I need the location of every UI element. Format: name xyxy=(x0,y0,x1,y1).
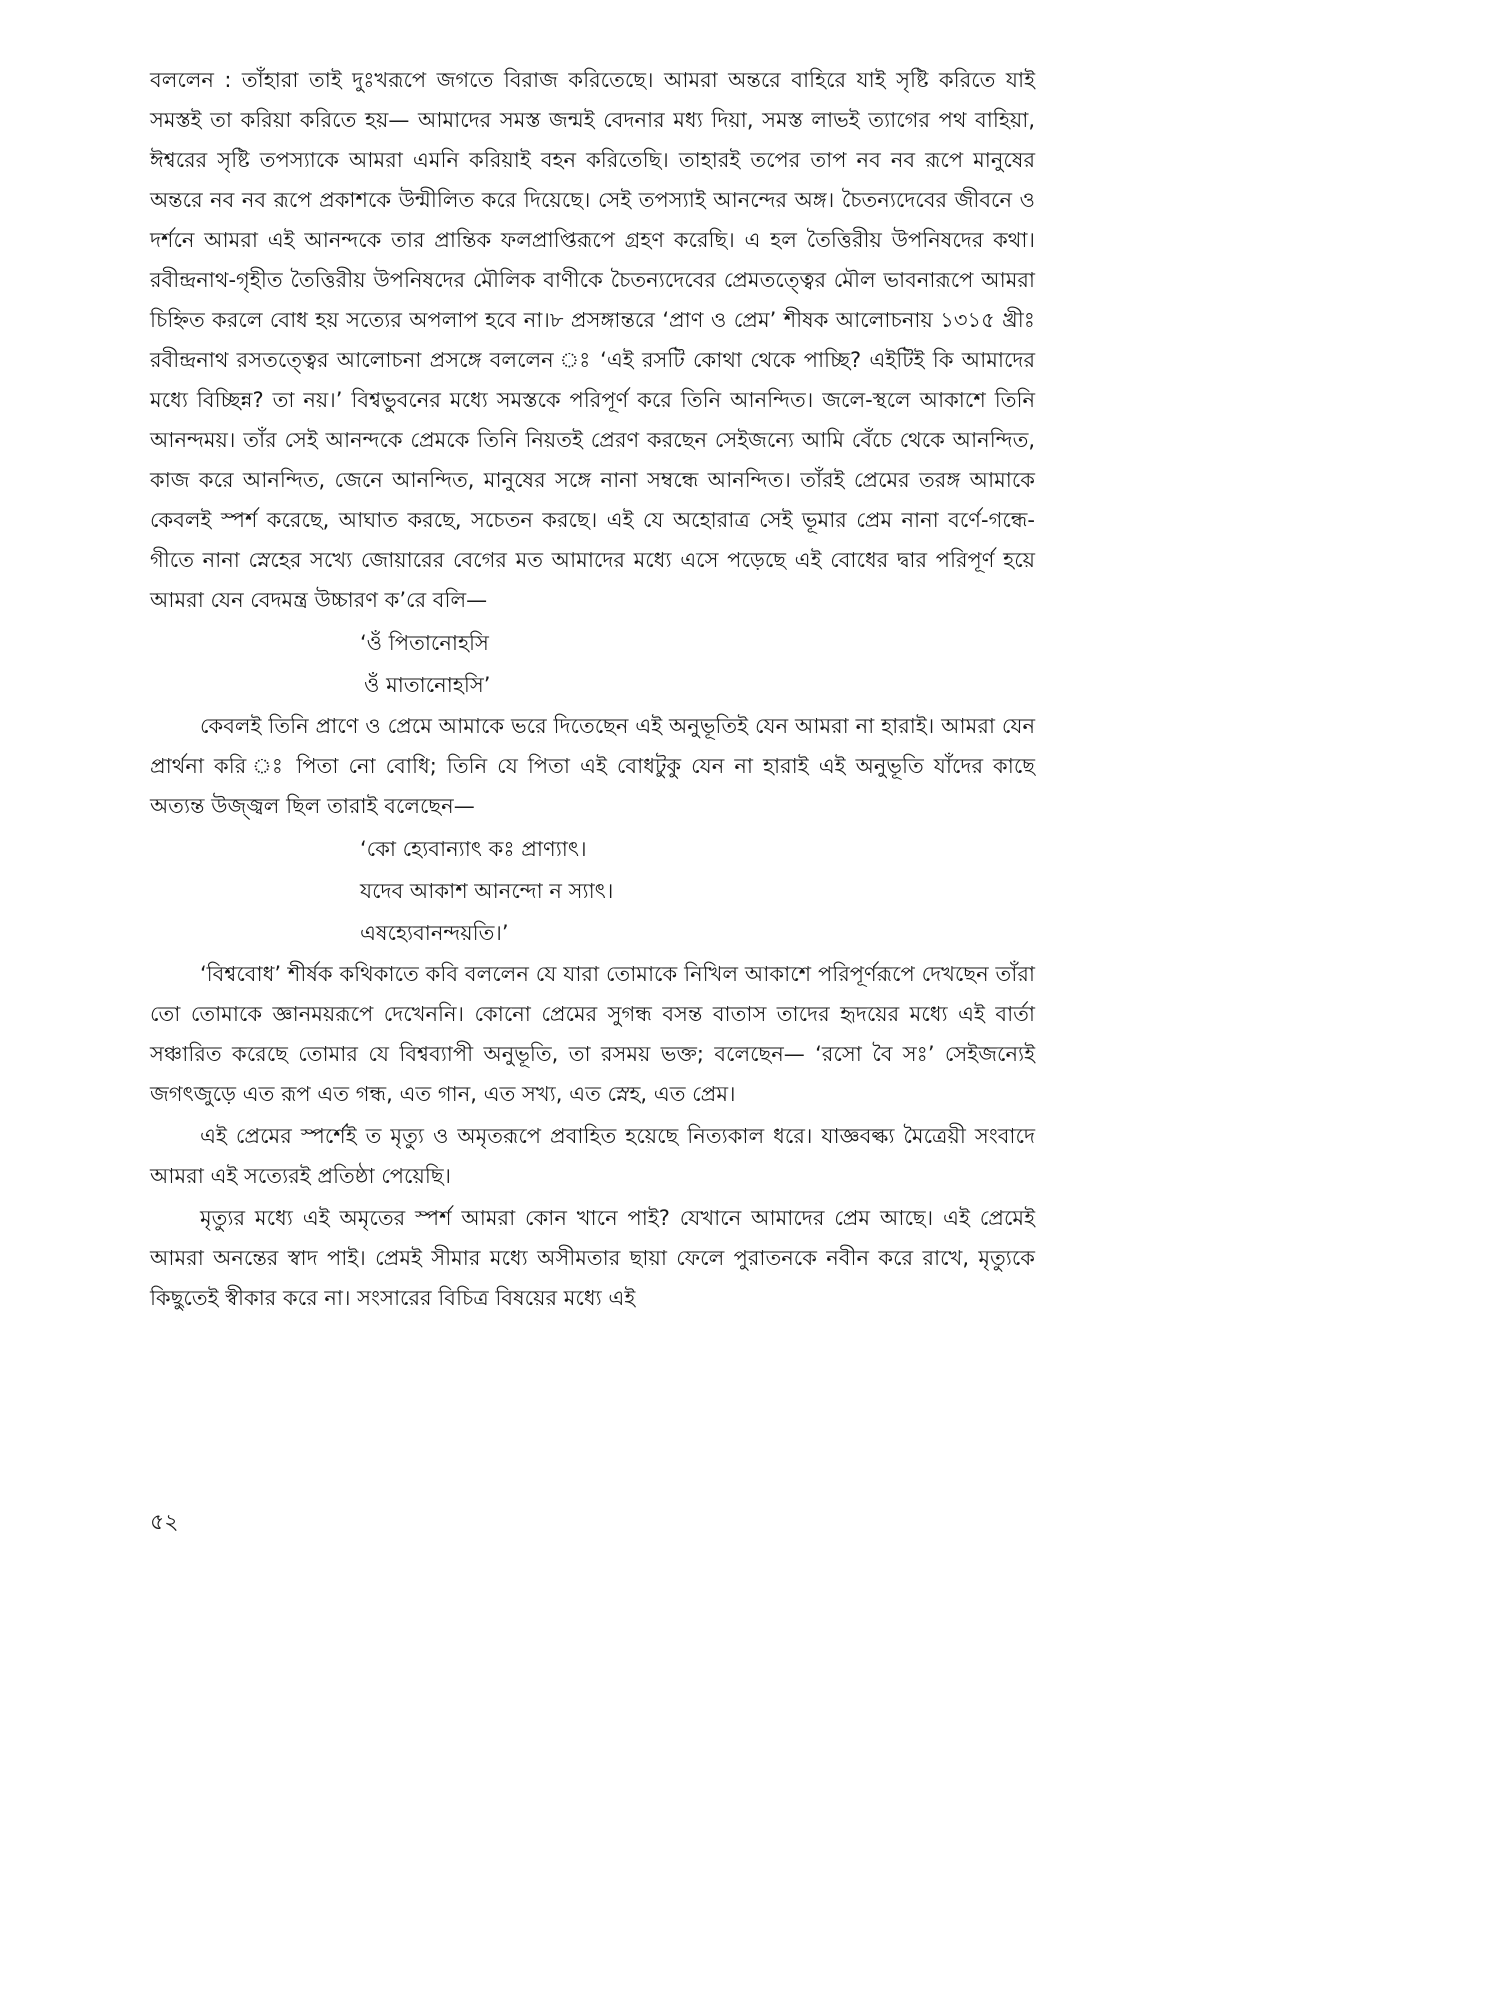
verse-block-2 xyxy=(360,828,1035,954)
page-number: ৫২ xyxy=(150,1510,179,1535)
verse-block-1 xyxy=(360,622,1035,706)
paragraph-2: কেবলই তিনি প্রাণে ও প্রেমে আমাকে ভরে দিতেছেন এই অনুভূতিই যেন আমরা না হারাই। আমরা যেন প্রার্থনা করি ঃ পিতা নো বোধি; তিনি যে পিতা এই বোধটুকু যেন না হারাই এই অনুভূতি যাঁদের কাছে অত্যন্ত উজ্জ্বল ছিল তারাই বলেছেন— xyxy=(150,714,1035,818)
body-text xyxy=(150,60,1035,1318)
verse-line: এষহ্যেবানন্দয়তি।’ xyxy=(360,921,509,945)
paragraph-1: বললেন : তাঁহারা তাই দুঃখরূপে জগতে বিরাজ করিতেছে। আমরা অন্তরে বাহিরে যাই সৃষ্টি করিতে যাই সমস্তই তা করিয়া করিতে হয়— আমাদের সমস্ত জন্মই বেদনার মধ্য দিয়া, সমস্ত লাভই ত্যাগের পথ বাহিয়া, ঈশ্বরের সৃষ্টি তপস্যাকে আমরা এমনি করিয়াই বহন করিতেছি। তাহারই তপের তাপ নব নব রূপে মানুষের অন্তরে নব নব রূপে প্রকাশকে উন্মীলিত করে দিয়েছে। সেই তপস্যাই আনন্দের অঙ্গ। চৈতন্যদেবের জীবনে ও দর্শনে আমরা এই আনন্দকে তার প্রান্তিক ফলপ্রাপ্তিরূপে গ্রহণ করেছি। এ হল তৈত্তিরীয় উপনিষদের কথা। রবীন্দ্রনাথ-গৃহীত তৈত্তিরীয় উপনিষদের মৌলিক বাণীকে চৈতন্যদেবের প্রেমতত্ত্বের মৌল ভাবনারূপে আমরা চিহ্নিত করলে বোধ হয় সত্যের অপলাপ হবে না।৮ প্রসঙ্গান্তরে ‘প্রাণ ও প্রেম’ শীষক আলোচনায় ১৩১৫ খ্রীঃ রবীন্দ্রনাথ রসতত্ত্বের আলোচনা প্রসঙ্গে বললেন ঃ ‘এই রসটি কোথা থেকে পাচ্ছি? এইটিই কি আমাদের মধ্যে বিচ্ছিন্ন? তা নয়।’ বিশ্বভুবনের মধ্যে সমস্তকে পরিপূর্ণ করে তিনি আনন্দিত। জলে-স্থলে আকাশে তিনি আনন্দময়। তাঁর সেই আনন্দকে প্রেমকে তিনি নিয়তই প্রেরণ করছেন সেইজন্যে আমি বেঁচে থেকে আনন্দিত, কাজ করে আনন্দিত, জেনে আনন্দিত, মানুষের সঙ্গে নানা সম্বন্ধে আনন্দিত। তাঁরই প্রেমের তরঙ্গ আমাকে কেবলই স্পর্শ করেছে, আঘাত করছে, সচেতন করছে। এই যে অহোরাত্র সেই ভূমার প্রেম নানা বর্ণে-গন্ধে-গীতে নানা স্নেহের সখ্যে জোয়ারের বেগের মত আমাদের মধ্যে এসে পড়েছে এই বোধের দ্বার পরিপূর্ণ হয়ে আমরা যেন বেদমন্ত্র উচ্চারণ ক’রে বলি— xyxy=(150,68,1035,612)
paragraph-5: মৃত্যুর মধ্যে এই অমৃতের স্পর্শ আমরা কোন খানে পাই? যেখানে আমাদের প্রেম আছে। এই প্রেমেই আমরা অনন্তের স্বাদ পাই। প্রেমই সীমার মধ্যে অসীমতার ছায়া ফেলে পুরাতনকে নবীন করে রাখে, মৃত্যুকে কিছুতেই স্বীকার করে না। সংসারের বিচিত্র বিষয়ের মধ্যে এই xyxy=(150,1206,1035,1310)
verse-line: ‘কো হ্যেবান্যাৎ কঃ প্রাণ্যাৎ। xyxy=(360,837,587,861)
paragraph-4: এই প্রেমের স্পর্শেই ত মৃত্যু ও অমৃতরূপে প্রবাহিত হয়েছে নিত্যকাল ধরে। যাজ্ঞবল্ক্য মৈত্রেয়ী সংবাদে আমরা এই সত্যেরই প্রতিষ্ঠা পেয়েছি। xyxy=(150,1124,1035,1188)
verse-line: যদেব আকাশ আনন্দো ন স্যাৎ। xyxy=(360,879,614,903)
paragraph-3: ‘বিশ্ববোধ’ শীর্ষক কথিকাতে কবি বললেন যে যারা তোমাকে নিখিল আকাশে পরিপূর্ণরূপে দেখছেন তাঁরা তো তোমাকে জ্ঞানময়রূপে দেখেননি। কোনো প্রেমের সুগন্ধ বসন্ত বাতাস তাদের হৃদয়ের মধ্যে এই বার্তা সঞ্চারিত করেছে তোমার যে বিশ্বব্যাপী অনুভূতি, তা রসময় ভক্ত; বলেছেন— ‘রসো বৈ সঃ’ সেইজন্যেই জগৎজুড়ে এত রূপ এত গন্ধ, এত গান, এত সখ্য, এত স্নেহ, এত প্রেম। xyxy=(150,962,1035,1106)
verse-line: ওঁ মাতানোহসি’ xyxy=(364,673,491,697)
verse-line: ‘ওঁ পিতানোহসি xyxy=(360,631,489,655)
